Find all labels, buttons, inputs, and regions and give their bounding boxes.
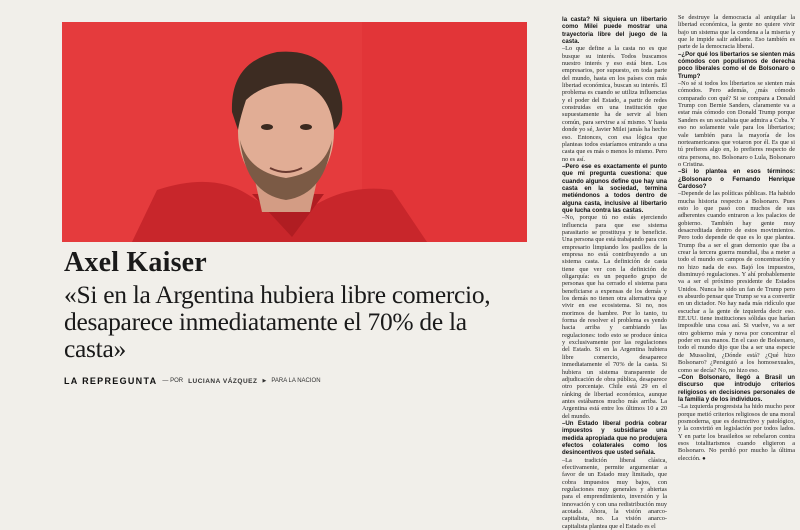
byline-prefix: — POR [162,378,184,384]
column1-paragraph: –La tradición liberal clásica, efectivamente, permite argumentar a favor de un Estado muy limitado, que cobra impuestos muy bajos, con regulaciones muy generales y abiertas para el emprendimiento, inversión y la innovación y con una redistribución muy acotada. Ahora, la visión anarco-capitalista, no. La visión anarco-capitalista plantea que el Estado es el [562,456,667,530]
column2-paragraph: –Si lo plantea en esos términos: ¿Bolsonaro o Fernando Henrique Cardoso? [678,168,795,190]
column2-paragraph: –Con Bolsonaro, llegó a Brasil un discurso que introdujo criterios religiosos en decisiones personales de la familia y de los individuos. [678,373,795,403]
interviewee-name: Axel Kaiser [64,247,207,278]
article-column-2 [678,14,795,462]
byline [64,376,534,386]
column2-paragraph: –¿Por qué los libertarios se sienten más cómodos con populismos de derecha poco liberales como el de Bolsonaro o Trump? [678,50,795,80]
column1-paragraph: –Lo que define a la casta no es que busque su interés. Todos buscamos nuestro interés y eso está bien. Los empresarios, por supuesto, en toda parte del mundo, hasta en los países con más libertad económica, buscan su interés. El problema es cuando se utiliza influencias y el poder del Estado, a partir de redes construidas en una institución que supuestamente ha de servir al bien común, para servirse a sí mismo. Y hasta donde yo sé, Javier Milei jamás ha hecho eso. Entonces, con esa lógica que planteas todos estaríamos entrando a una casta que es más o menos lo mismo. Pero no es así. [562,45,667,163]
column1-paragraph: –Pero ese es exactamente el punto que mi pregunta cuestiona: que cuando algunos define que hay una casta en la sociedad, termina metiéndonos a todos dentro de alguna casta, inclusive al libertario que lucha contra las castas. [562,162,667,214]
column2-paragraph: –No sé si todos los libertarios se sienten más cómodos. Pero además, ¿más cómodo comparado con qué? Si se compara a Donald Trump con Bernie Sanders, claramente va a estar más cómodo con Donald Trump porque Sanders es un socialista que admira a Cuba. Y eso no solamente vale para los libertarios; vale también para la mayoría de los norteamericanos que votaron por él. Es que si tú prefieres algo en, lo prefieres respecto de otra persona, no. Bolsonaro o Lula, Bolsonaro o Cristina. [678,80,795,168]
column2-paragraph [678,403,795,463]
portrait-illustration [62,22,527,242]
column2-paragraph: Se destruye la democracia al aniquilar la libertad económica, la gente no quiere vivir bajo un sistema que la condena a la miseria y que le impide salir adelante. Eso también es parte de la democracia liberal. [678,14,795,51]
end-of-article-icon: ● [702,455,706,462]
article-column-1 [562,16,667,530]
column1-paragraph: –No, porque tú no estás ejerciendo influencia para que ese sistema parasitario se prostituya y te beneficie. Una persona que está trabajando para con empresario limpiando los pasillos de la empresa no está contribuyendo a un sistema casta. La definición de casta tiene que ver con la definición de oligarquía: es un pequeño grupo de personas que ha cerrado el sistema para beneficiarse a expensas de los demás y los demás no tienen otra alternativa que vivir en ese ecosistema. Si no, nos morimos de hambre. Por lo tanto, tu forma de resolver el problema es yendo hacia arriba y cambiando las regulaciones: todo esto se produce única y exclusivamente por las regulaciones del Estado. Si en la Argentina hubiera libre comercio, desaparece inmediatamente el 70% de la casta. Si hubiera un sistema transparente de adjudicación de obra pública, desaparece otro porcentaje. Chile está 29 en el ránking de libertad económica, aunque antes estábamos mucho más arriba. La Argentina está entre los últimos 10 a 20 del mundo. [562,214,667,420]
publication-name: PARA LA NACION [271,378,321,384]
column1-paragraph: la casta? Ni siquiera un libertario como Milei puede mostrar una trayectoria libre del juego de la casta. [562,16,667,46]
byline-separator-icon: ▶ [262,378,267,384]
author-name: LUCIANA VÁZQUEZ [188,377,258,385]
column2-last-paragraph: –La izquierda progresista ha hido mucho peor porque metió criterios religiosos de una moral posmoderna, que es destructivo y patológico, y la convirtió en legislación por todos lados. Y en parte los brasileños se rebelaron contra esos totalitarismos cuando eligieron a Bolsonaro. No perdió por mucho la última elección. [678,403,795,462]
column1-paragraph: –Un Estado liberal podría cobrar impuestos y subsidiarse una medida apropiada que no produjera efectos colaterales como los desincentivos que usted señala. [562,419,667,457]
headline-quote: «Si en la Argentina hubiera libre comercio, desaparece inmediatamente el 70% de la casta» [64,280,491,363]
column2-paragraph: –Depende de las políticas públicas. Ha habido mucha historia respecto a Bolsonaro. Pues esto lo que pasó con muchos de sus adherentes cuando entraron a los palacios de gobierno. También hay gente muy desacreditada dentro de estos movimientos. Pero todo depende de que es lo que plantea. Trump iba a ser el gran demonio que iba a crear la tercera guerra mundial, iba a meter a todo el mundo en campos de concentración y no hizo nada de eso. Bajó los impuestos, disminuyó regulaciones. Y ahí probablemente va a ser el próximo presidente de Estados Unidos. Nunca he sido un fan de Trump pero es absurdo pensar que Trump se va a convertir en un dictador. No hay nada más ridículo que escuchar a la gente de izquierda decir eso. EE.UU. tiene instituciones sólidas que harían imposible una cosa así. Si vuelve, va a ser otro gobierno más y nova por concentrar el poder en sus manos. En el caso de Bolsonaro, todo el mundo dijo que iba a ser una especie de Mussolini, ¿Dónde está? ¿Qué hizo Bolsonaro? ¿Persiguió a los homosexuales, como se decía? No, no hizo eso. [678,190,795,374]
section-label: LA REPREGUNTA [64,376,158,386]
portrait-photo [62,22,527,242]
